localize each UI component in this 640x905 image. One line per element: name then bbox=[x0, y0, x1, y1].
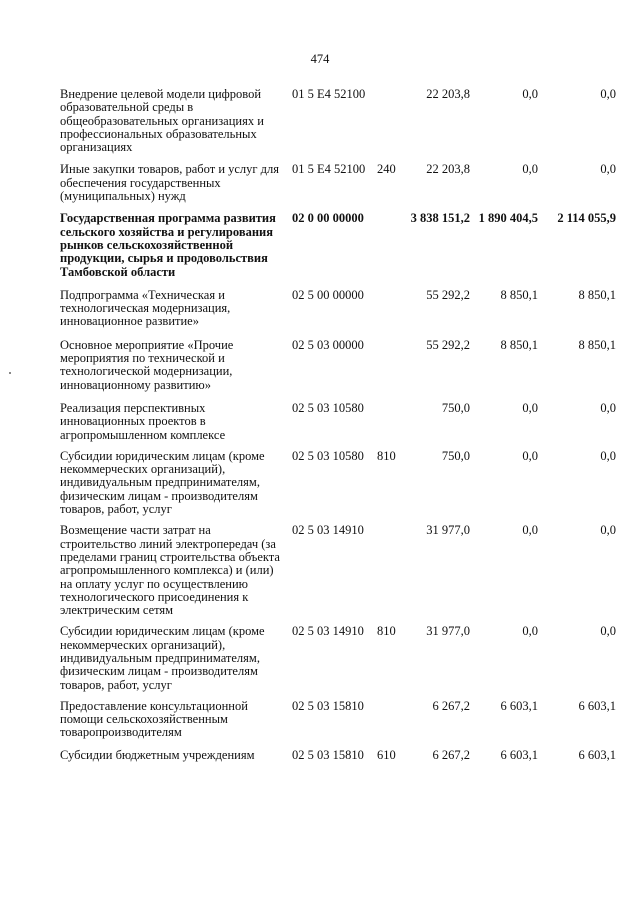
row-amount-year2: 0,0 bbox=[522, 162, 538, 177]
row-name: Подпрограмма «Техническая и технологическая модернизация, инновационное развитие» bbox=[60, 287, 231, 329]
row-expense-type: 810 bbox=[377, 624, 396, 639]
row-amount-year2: 0,0 bbox=[522, 624, 538, 639]
table-row bbox=[60, 450, 620, 516]
row-target-article: 02 5 03 10580 bbox=[292, 400, 364, 415]
row-amount-year1: 6 267,2 bbox=[432, 747, 470, 762]
row-amount-year2: 6 603,1 bbox=[500, 747, 538, 762]
row-expense-type: 240 bbox=[377, 162, 396, 177]
row-target-article: 02 5 03 15810 bbox=[292, 698, 364, 713]
row-target-article: 02 5 03 14910 bbox=[292, 624, 364, 639]
row-amount-year1: 31 977,0 bbox=[426, 523, 470, 538]
row-target-article: 02 5 03 14910 bbox=[292, 523, 364, 538]
row-amount-year1: 750,0 bbox=[441, 400, 470, 415]
row-target-article: 01 5 E4 52100 bbox=[292, 87, 366, 101]
row-amount-year3: 0,0 bbox=[600, 162, 616, 177]
row-name: Внедрение целевой модели цифровой образовательной среды в общеобразовательных организациях и профессиональных образовательных организациях bbox=[60, 87, 264, 155]
row-amount-year1: 22 203,8 bbox=[426, 87, 470, 101]
row-amount-year3: 6 603,1 bbox=[578, 698, 616, 713]
row-name: Субсидии бюджетным учреждениям bbox=[60, 747, 255, 762]
row-target-article: 02 5 03 15810 bbox=[292, 747, 364, 762]
row-amount-year2: 6 603,1 bbox=[500, 698, 538, 713]
row-amount-year2: 1 890 404,5 bbox=[478, 211, 538, 226]
row-amount-year3: 0,0 bbox=[600, 448, 616, 463]
row-target-article: 02 5 03 10580 bbox=[292, 448, 364, 463]
row-target-article: 02 0 00 00000 bbox=[292, 211, 364, 226]
margin-mark bbox=[9, 372, 11, 374]
budget-table bbox=[60, 88, 620, 762]
table-row bbox=[60, 402, 620, 442]
row-amount-year2: 8 850,1 bbox=[500, 287, 538, 302]
row-target-article: 02 5 00 00000 bbox=[292, 287, 364, 302]
row-name: Государственная программа развития сельского хозяйства и регулирования рынков сельскохозяйственной продукции, сырья и продовольствия Тамбовской области bbox=[60, 211, 276, 279]
table-row bbox=[60, 163, 620, 203]
row-target-article: 01 5 E4 52100 bbox=[292, 162, 366, 177]
table-row bbox=[60, 625, 620, 691]
table-row bbox=[60, 700, 620, 740]
row-name: Возмещение части затрат на строительство линий электропередач (за пределами границ строительства объекта агропромышленного комплекса) и (или) на оплату услуг по осуществлению технологического присоединения к электрическим сетям bbox=[60, 523, 280, 618]
row-amount-year3: 0,0 bbox=[600, 87, 616, 101]
row-amount-year1: 55 292,2 bbox=[426, 337, 470, 352]
row-amount-year3: 0,0 bbox=[600, 624, 616, 639]
row-amount-year1: 31 977,0 bbox=[426, 624, 470, 639]
row-amount-year2: 0,0 bbox=[522, 448, 538, 463]
row-amount-year3: 0,0 bbox=[600, 400, 616, 415]
row-name: Субсидии юридическим лицам (кроме некоммерческих организаций), индивидуальным предпринимателям, физическим лицам - производителям товаров, работ, услуг bbox=[60, 624, 265, 692]
row-amount-year2: 8 850,1 bbox=[500, 337, 538, 352]
table-row bbox=[60, 339, 620, 392]
row-expense-type: 610 bbox=[377, 747, 396, 762]
row-name: Предоставление консультационной помощи сельскохозяйственным товаропроизводителям bbox=[60, 698, 248, 740]
row-amount-year1: 55 292,2 bbox=[426, 287, 470, 302]
row-amount-year1: 22 203,8 bbox=[426, 162, 470, 177]
row-name: Субсидии юридическим лицам (кроме некоммерческих организаций), индивидуальным предпринимателям, физическим лицам - производителям товаров, работ, услуг bbox=[60, 448, 265, 517]
row-amount-year3: 8 850,1 bbox=[578, 337, 616, 352]
row-amount-year3: 0,0 bbox=[600, 523, 616, 538]
row-amount-year1: 3 838 151,2 bbox=[410, 211, 470, 226]
row-amount-year3: 6 603,1 bbox=[578, 747, 616, 762]
table-row bbox=[60, 212, 620, 278]
table-row bbox=[60, 749, 620, 762]
row-amount-year1: 6 267,2 bbox=[432, 698, 470, 713]
row-name: Реализация перспективных инновационных проектов в агропромышленном комплексе bbox=[60, 400, 226, 442]
row-amount-year2: 0,0 bbox=[522, 87, 538, 101]
page-number: 474 bbox=[310, 52, 330, 66]
table-row bbox=[60, 524, 620, 617]
row-name: Основное мероприятие «Прочие мероприятия по технической и технологической модернизации, инновационному развитию» bbox=[60, 337, 234, 392]
row-name: Иные закупки товаров, работ и услуг для обеспечения государственных (муниципальных) нужд bbox=[60, 162, 280, 204]
row-amount-year2: 0,0 bbox=[522, 523, 538, 538]
row-expense-type: 810 bbox=[377, 448, 396, 463]
row-amount-year3: 8 850,1 bbox=[578, 287, 616, 302]
table-row bbox=[60, 88, 620, 154]
table-row bbox=[60, 289, 620, 329]
row-amount-year1: 750,0 bbox=[441, 448, 470, 463]
row-amount-year3: 2 114 055,9 bbox=[557, 211, 616, 226]
row-amount-year2: 0,0 bbox=[522, 400, 538, 415]
row-target-article: 02 5 03 00000 bbox=[292, 337, 364, 352]
